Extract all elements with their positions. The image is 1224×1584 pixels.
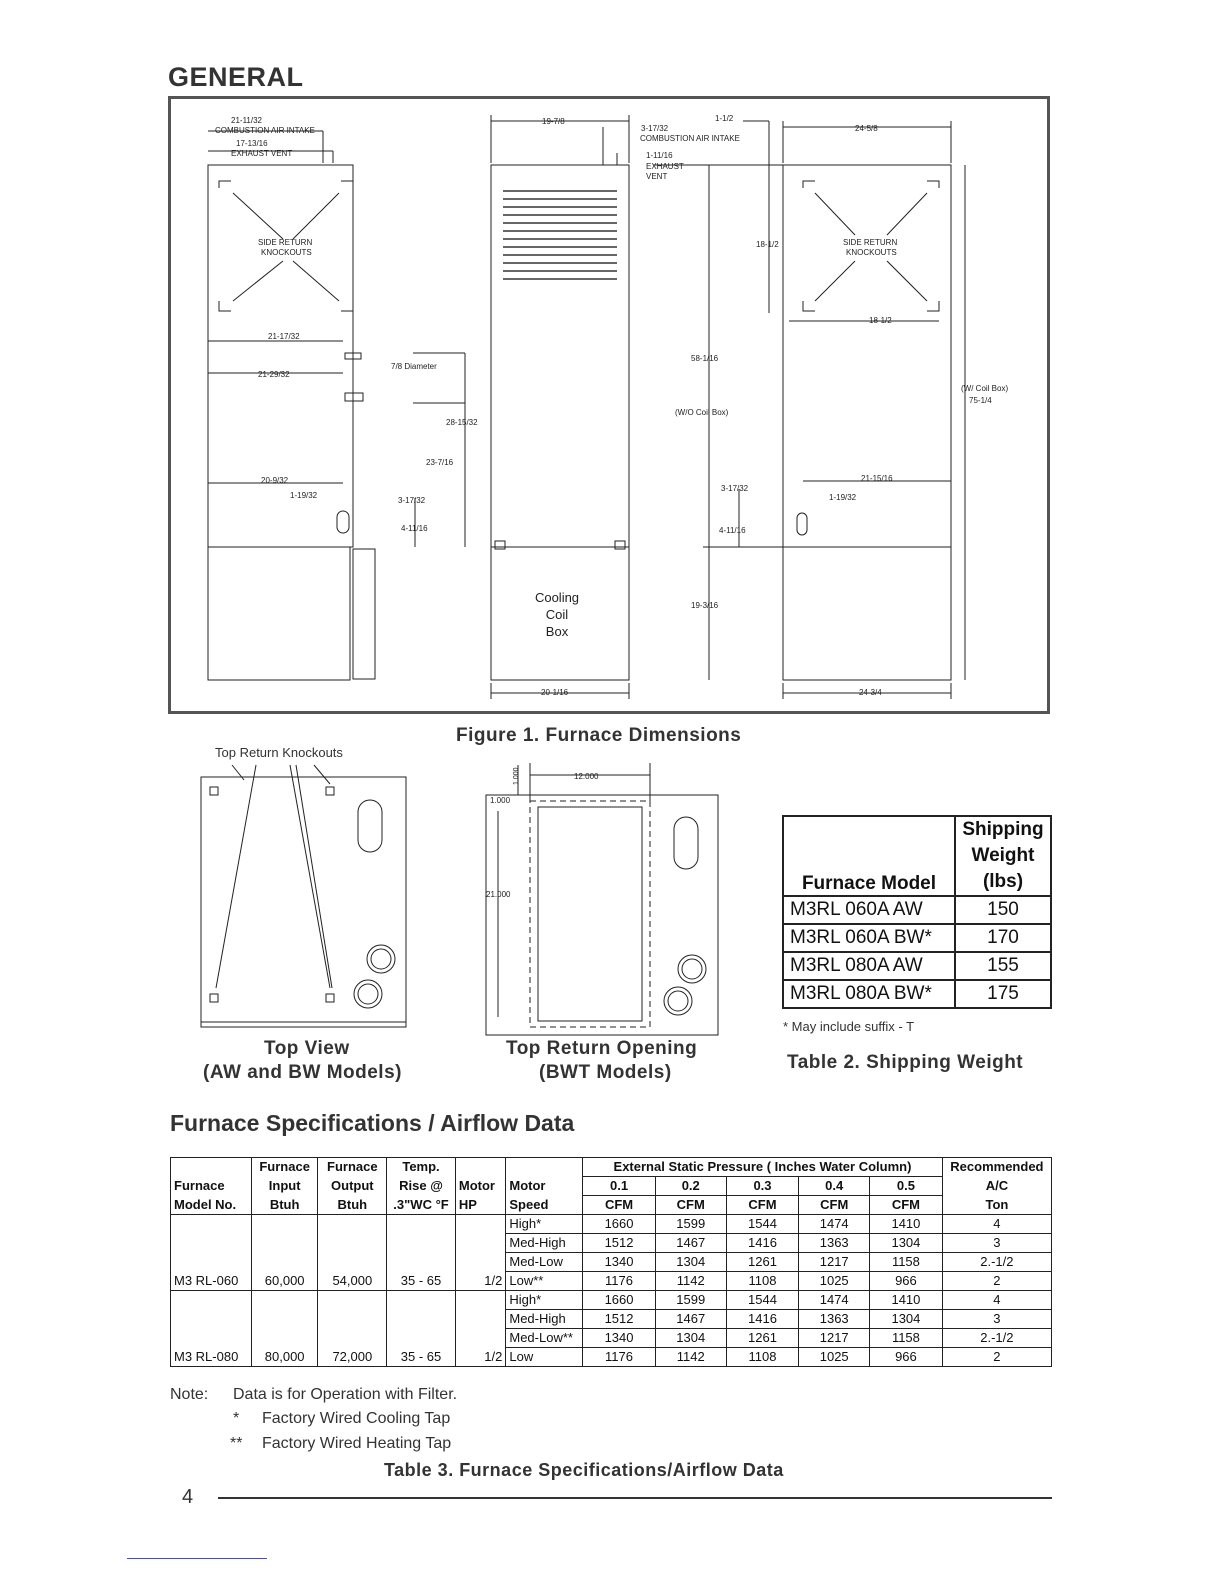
dim-label: 23-7/16 <box>426 458 454 467</box>
note-text: Data is for Operation with Filter. <box>233 1386 458 1403</box>
note-star: * <box>233 1410 240 1427</box>
table3-caption: Table 3. Furnace Specifications/Airflow Data <box>384 1460 784 1480</box>
table-row: Med-Low 1340 1304 1261 1217 1158 2.-1/2 <box>171 1253 1052 1272</box>
dim-label: 7/8 Diameter <box>391 362 437 371</box>
top-view-drawing <box>196 760 410 1035</box>
dim-label: COMBUSTION AIR INTAKE <box>640 134 740 143</box>
dim-label: 1-1/2 <box>715 114 734 123</box>
link-underline <box>127 1558 267 1559</box>
dim-label: 19-3/16 <box>691 601 719 610</box>
table-row: M3 RL-080 80,000 72,000 35 - 65 1/2 Low 1176 1142 1108 1025 966 2 <box>171 1348 1052 1367</box>
header-shipping-weight: Shipping Weight (lbs) <box>955 816 1051 896</box>
table-row: M3RL 060A BW* 170 <box>783 924 1051 952</box>
dim-label: 4-11/16 <box>719 526 746 535</box>
dim-label: VENT <box>646 172 668 181</box>
dim-label: 21.000 <box>486 890 511 899</box>
table-row: M3RL 080A BW* 175 <box>783 980 1051 1008</box>
top-return-caption: (BWT Models) <box>539 1062 672 1083</box>
footer-rule <box>218 1497 1052 1499</box>
dim-label: 20-1/16 <box>541 688 569 697</box>
dim-label: 12.000 <box>574 772 599 781</box>
top-return-opening-drawing <box>478 755 723 1040</box>
dim-label: (W/O Coil Box) <box>675 408 729 417</box>
dim-label: 18-1/2 <box>756 240 779 249</box>
table-row: M3 RL-060 60,000 54,000 35 - 65 1/2 Low** 1176 1142 1108 1025 966 2 <box>171 1272 1052 1291</box>
dim-label: 1-19/32 <box>290 491 318 500</box>
dim-label: EXHAUST <box>646 162 684 171</box>
shipping-weight-table <box>782 815 1052 1009</box>
dim-label: 1.000 <box>490 796 511 805</box>
dim-label: 24-5/8 <box>855 124 878 133</box>
furnace-spec-table: Furnace Furnace Temp. External Static Pressure ( Inches Water Column) Recommended Furnace Input Output Rise @ Motor Motor 0.1 0.2 0.3 0.4 0.5 A/C Model No. Btuh Btuh .3"WC °F HP Speed CFM CFM CFM CFM CFM Ton High* 1660 1599 1544 1474 1410 4 Med-High 1512 1467 1416 1363 1304 3 Med-Low 1340 1304 1261 1217 1158 2.-1/2 M3 RL-060 60,000 54,000 35 - 65 1/2 Low** 1176 1142 1108 1025 966 2 High* 1660 1599 1544 1474 1410 4 Med-High 1512 1467 1416 1363 1304 3 Med-Low** 1340 1304 1261 1217 1158 2.-1/2 M3 RL-080 80,000 72,000 35 - 65 1/2 Low 1176 1142 1108 1025 966 2 <box>170 1157 1052 1367</box>
figure1-caption: Figure 1. Furnace Dimensions <box>456 725 742 746</box>
note-heating-tap: Factory Wired Heating Tap <box>262 1435 452 1452</box>
dim-label: 28-15/32 <box>446 418 478 427</box>
dim-label: 18-1/2 <box>869 316 892 325</box>
dim-label: 21-17/32 <box>268 332 300 341</box>
dim-label: 1-11/16 <box>646 151 673 160</box>
note-cooling-tap: Factory Wired Cooling Tap <box>262 1410 451 1427</box>
top-view-caption: Top View <box>264 1038 350 1059</box>
table-row: M3RL 080A AW 155 <box>783 952 1051 980</box>
table-row: Med-High 1512 1467 1416 1363 1304 3 <box>171 1310 1052 1329</box>
top-view-caption: (AW and BW Models) <box>203 1062 402 1083</box>
table-row: Med-Low** 1340 1304 1261 1217 1158 2.-1/2 <box>171 1329 1052 1348</box>
dim-label: 3-17/32 <box>398 496 426 505</box>
table2-caption: Table 2. Shipping Weight <box>787 1052 1024 1073</box>
top-return-caption: Top Return Opening <box>506 1038 698 1059</box>
section-title: Furnace Specifications / Airflow Data <box>170 1110 575 1136</box>
top-return-knockouts-label: Top Return Knockouts <box>215 745 343 760</box>
dim-label: EXHAUST VENT <box>231 149 293 158</box>
dim-label: 21-29/32 <box>258 370 290 379</box>
note-label: Note: <box>170 1386 209 1403</box>
dim-label: 19-7/8 <box>542 117 565 126</box>
dim-label: 21-11/32 <box>231 116 262 125</box>
page-heading: GENERAL <box>168 62 304 92</box>
dim-label: KNOCKOUTS <box>261 248 312 257</box>
table2-footnote: * May include suffix - T <box>783 1019 915 1034</box>
table-row: M3RL 060A AW 150 <box>783 896 1051 924</box>
dim-label: 17-13/16 <box>236 139 268 148</box>
dim-label: 1-19/32 <box>829 493 857 502</box>
furnace-dimensions-drawing <box>171 99 1047 711</box>
table-row: Med-High 1512 1467 1416 1363 1304 3 <box>171 1234 1052 1253</box>
dim-label: KNOCKOUTS <box>846 248 897 257</box>
louvre-grille <box>503 191 617 279</box>
header-furnace-model: Furnace Model <box>783 816 955 896</box>
dim-label: SIDE RETURN <box>843 238 898 247</box>
note-star: ** <box>230 1435 243 1452</box>
coil-box-label: Cooling <box>534 590 580 605</box>
dim-label: 20-9/32 <box>261 476 289 485</box>
table-row: High* 1660 1599 1544 1474 1410 4 <box>171 1291 1052 1310</box>
dim-label: 3-17/32 <box>641 124 669 133</box>
dim-label: SIDE RETURN <box>258 238 313 247</box>
page-number: 4 <box>182 1486 194 1508</box>
dim-label: (W/ Coil Box) <box>961 384 1009 393</box>
dim-label: 21-15/16 <box>861 474 893 483</box>
dim-label: 58-1/16 <box>691 354 719 363</box>
dim-label: 75-1/4 <box>969 396 992 405</box>
figure-furnace-dimensions <box>168 96 1050 714</box>
coil-box-label: Coil <box>545 607 569 622</box>
dim-label: COMBUSTION AIR INTAKE <box>215 126 315 135</box>
dim-label: 1.000 <box>513 767 520 785</box>
table-row: High* 1660 1599 1544 1474 1410 4 <box>171 1215 1052 1234</box>
dim-label: 3-17/32 <box>721 484 749 493</box>
dim-label: 4-11/16 <box>401 524 428 533</box>
coil-box-label: Box <box>545 624 569 639</box>
dim-label: 24-3/4 <box>859 688 882 697</box>
